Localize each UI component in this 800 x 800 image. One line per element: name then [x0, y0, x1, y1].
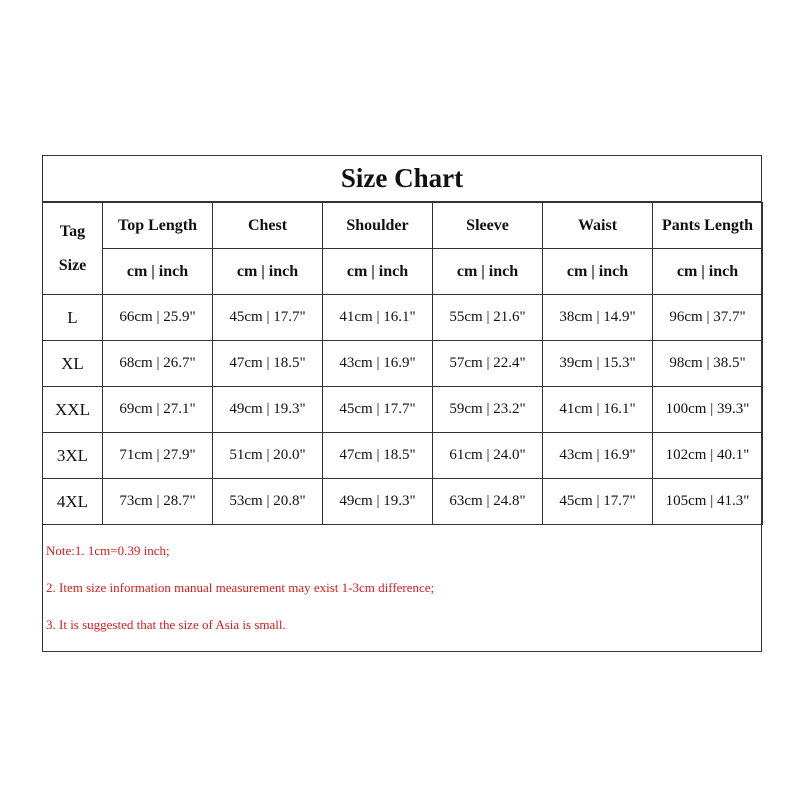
table-cell: 47cm | 18.5": [213, 341, 323, 387]
table-cell: 51cm | 20.0": [213, 433, 323, 479]
table-row: [43, 479, 763, 525]
unit-label: cm | inch: [653, 249, 763, 295]
table-cell: 38cm | 14.9": [543, 295, 653, 341]
table-cell: 71cm | 27.9": [103, 433, 213, 479]
table-cell: 96cm | 37.7": [653, 295, 763, 341]
table-row: [43, 341, 763, 387]
size-cell: L: [43, 295, 103, 341]
note-line: 2. Item size information manual measurement may exist 1-3cm difference;: [46, 580, 435, 595]
table-cell: 41cm | 16.1": [543, 387, 653, 433]
table-row: [43, 295, 763, 341]
table-row: [43, 387, 763, 433]
column-header: Waist: [543, 203, 653, 249]
table-cell: 68cm | 26.7": [103, 341, 213, 387]
table-cell: 55cm | 21.6": [433, 295, 543, 341]
unit-label: cm | inch: [323, 249, 433, 295]
size-cell: XXL: [43, 387, 103, 433]
table-cell: 43cm | 16.9": [323, 341, 433, 387]
table-cell: 49cm | 19.3": [323, 479, 433, 525]
table-cell: 105cm | 41.3": [653, 479, 763, 525]
table-cell: 39cm | 15.3": [543, 341, 653, 387]
table-cell: 63cm | 24.8": [433, 479, 543, 525]
table-cell: 45cm | 17.7": [543, 479, 653, 525]
table-cell: 49cm | 19.3": [213, 387, 323, 433]
size-label: Size: [58, 256, 87, 274]
header-row: [43, 203, 763, 249]
size-chart: [42, 155, 762, 652]
notes-section: [43, 525, 761, 654]
unit-label: cm | inch: [213, 249, 323, 295]
note-line: 3. It is suggested that the size of Asia is small.: [46, 617, 286, 632]
tag-label: Tag: [59, 222, 86, 240]
unit-label: cm | inch: [103, 249, 213, 295]
column-header: Sleeve: [433, 203, 543, 249]
table-cell: 43cm | 16.9": [543, 433, 653, 479]
tag-size-header: [43, 203, 103, 295]
table-row: [43, 433, 763, 479]
size-table: [42, 202, 763, 525]
unit-row: [43, 249, 763, 295]
column-header: Shoulder: [323, 203, 433, 249]
size-cell: 4XL: [43, 479, 103, 525]
size-cell: XL: [43, 341, 103, 387]
table-cell: 47cm | 18.5": [323, 433, 433, 479]
table-cell: 53cm | 20.8": [213, 479, 323, 525]
table-cell: 66cm | 25.9": [103, 295, 213, 341]
table-cell: 102cm | 40.1": [653, 433, 763, 479]
column-header: Chest: [213, 203, 323, 249]
table-cell: 98cm | 38.5": [653, 341, 763, 387]
table-cell: 41cm | 16.1": [323, 295, 433, 341]
note-line: Note:1. 1cm=0.39 inch;: [46, 543, 170, 558]
table-cell: 100cm | 39.3": [653, 387, 763, 433]
table-cell: 45cm | 17.7": [213, 295, 323, 341]
table-cell: 69cm | 27.1": [103, 387, 213, 433]
column-header: Pants Length: [653, 203, 763, 249]
chart-title: Size Chart: [43, 156, 761, 202]
unit-label: cm | inch: [543, 249, 653, 295]
table-cell: 45cm | 17.7": [323, 387, 433, 433]
table-cell: 57cm | 22.4": [433, 341, 543, 387]
unit-label: cm | inch: [433, 249, 543, 295]
table-cell: 61cm | 24.0": [433, 433, 543, 479]
table-cell: 59cm | 23.2": [433, 387, 543, 433]
size-cell: 3XL: [43, 433, 103, 479]
table-cell: 73cm | 28.7": [103, 479, 213, 525]
column-header: Top Length: [103, 203, 213, 249]
